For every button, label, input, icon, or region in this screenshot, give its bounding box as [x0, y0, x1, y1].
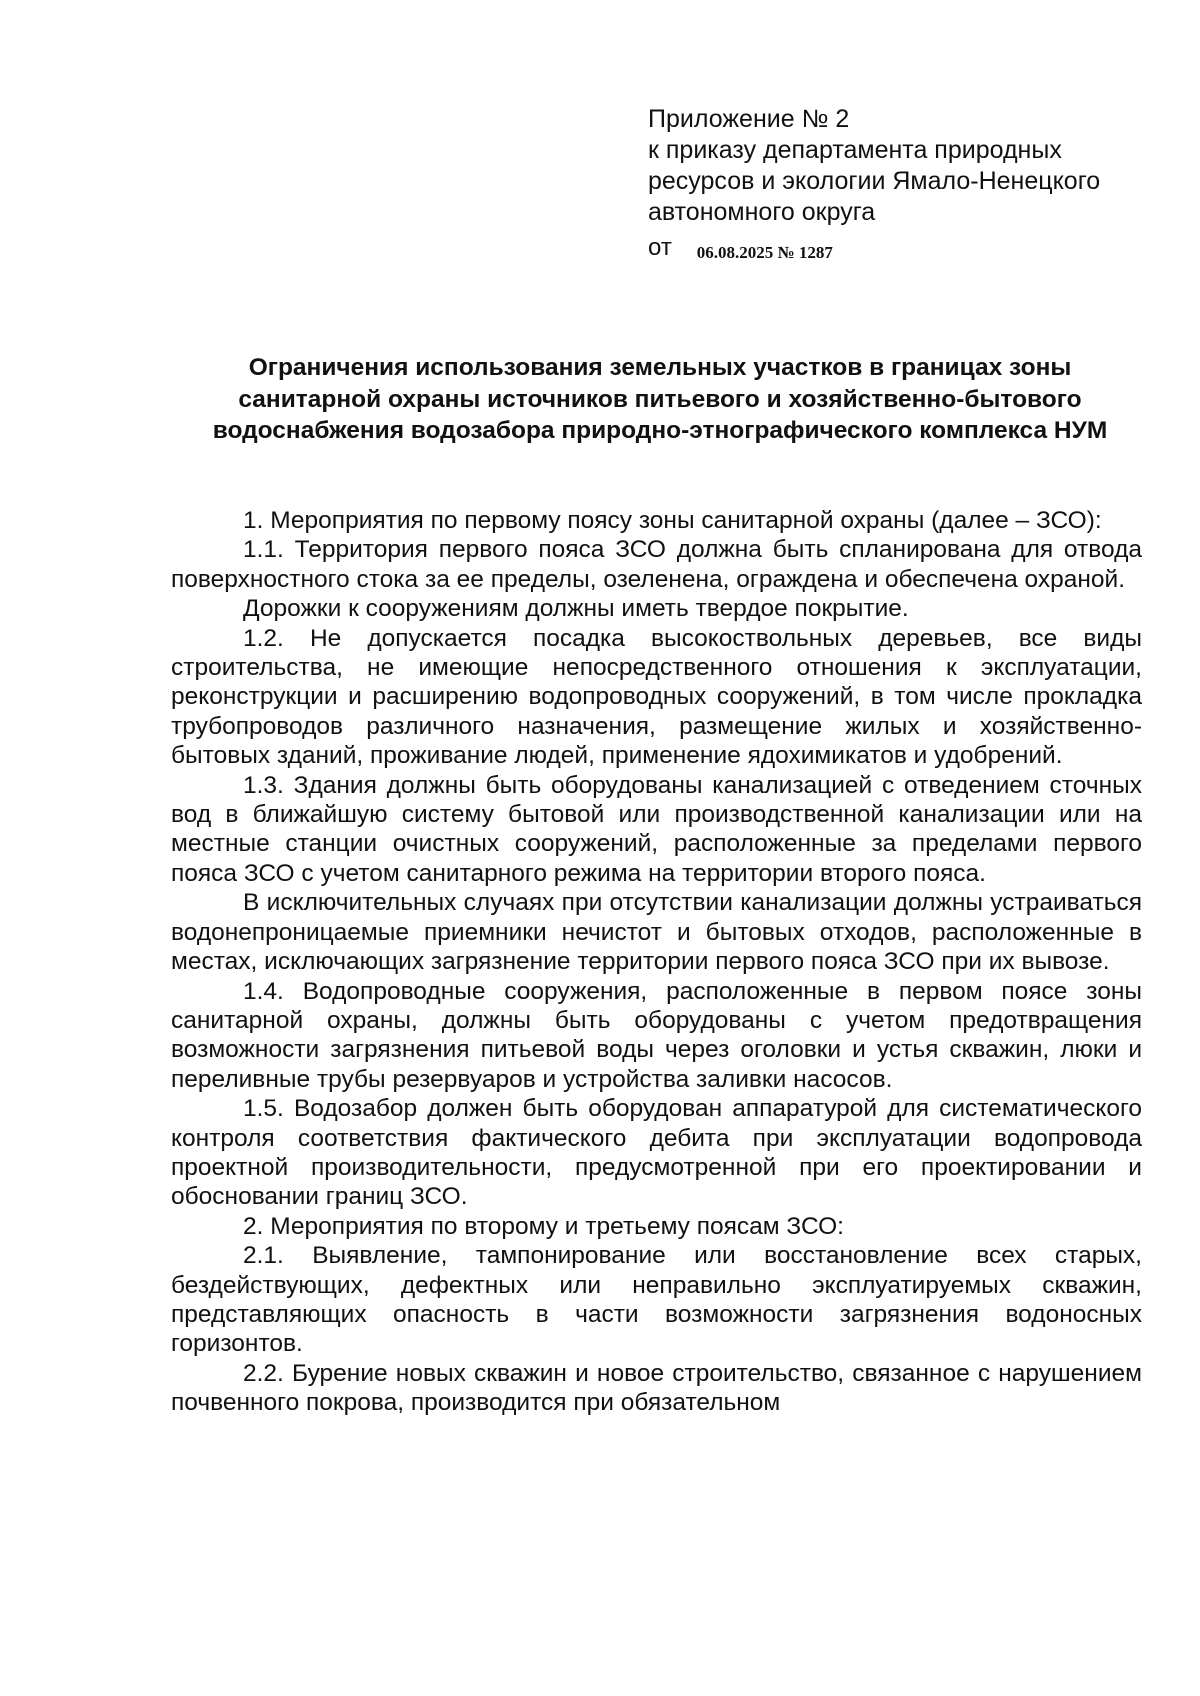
title-line-2: санитарной охраны источников питьевого и хозяйственно-бытового	[238, 385, 1082, 413]
appendix-date-line	[648, 232, 1168, 265]
order-date-number: 06.08.2025 № 1287	[696, 243, 833, 262]
paragraph-2-2: 2.2. Бурение новых скважин и новое строительство, связанное с нарушением почвенного покрова, производится при обязательном	[171, 1359, 1142, 1417]
appendix-block	[648, 104, 1168, 265]
paragraph-2-1: 2.1. Выявление, тампонирование или восстановление всех старых, бездействующих, дефектных или неправильно эксплуатируемых скважин, представляющих опасность в части возможности загрязнения водоносных горизонтов.	[171, 1242, 1142, 1358]
appendix-department-line: ресурсов и экологии Ямало-Ненецкого	[648, 167, 1101, 195]
paragraph-1-1-roads: Дорожки к сооружениям должны иметь твердое покрытие.	[243, 595, 909, 623]
date-prefix: от	[648, 234, 672, 261]
paragraph-1-2: 1.2. Не допускается посадка высокоствольных деревьев, все виды строительства, не имеющие непосредственного отношения к эксплуатации, реконструкции и расширению водопроводных сооружений, в том числе прокладка трубопроводов различного назначения, размещение жилых и хозяйственно-бытовых зданий, проживание людей, применение ядохимикатов и удобрений.	[171, 624, 1142, 770]
paragraph-1: 1. Мероприятия по первому поясу зоны санитарной охраны (далее – ЗСО):	[243, 507, 1102, 534]
document-body	[171, 506, 1142, 1418]
appendix-number: Приложение № 2	[648, 105, 850, 133]
title-line-1: Ограничения использования земельных участков в границах зоны	[248, 354, 1072, 381]
document-title	[170, 352, 1150, 447]
paragraph-1-3-exceptions: В исключительных случаях при отсутствии канализации должны устраиваться водонепроницаемые приемники нечистот и бытовых отходов, расположенные в местах, исключающих загрязнение территории первого пояса ЗСО при их вывозе.	[171, 889, 1142, 976]
appendix-order-line: к приказу департамента природных	[648, 136, 1062, 164]
paragraph-1-5: 1.5. Водозабор должен быть оборудован аппаратурой для систематического контроля соответствия фактического дебита при эксплуатации водопровода проектной производительности, предусмотренной при его проектировании и обосновании границ ЗСО.	[171, 1095, 1142, 1211]
title-line-3: водоснабжения водозабора природно-этнографического комплекса НУМ	[212, 417, 1108, 444]
appendix-region-line: автономного округа	[648, 198, 876, 226]
paragraph-1-1: 1.1. Территория первого пояса ЗСО должна быть спланирована для отвода поверхностного стока за ее пределы, озеленена, ограждена и обеспечена охраной.	[171, 536, 1142, 593]
paragraph-1-3: 1.3. Здания должны быть оборудованы канализацией с отведением сточных вод в ближайшую систему бытовой или производственной канализации или на местные станции очистных сооружений, расположенные за пределами первого пояса ЗСО с учетом санитарного режима на территории второго пояса.	[171, 771, 1142, 887]
paragraph-2: 2. Мероприятия по второму и третьему поясам ЗСО:	[243, 1212, 844, 1240]
paragraph-1-4: 1.4. Водопроводные сооружения, расположенные в первом поясе зоны санитарной охраны, должны быть оборудованы с учетом предотвращения возможности загрязнения питьевой воды через оголовки и устья скважин, люки и переливные трубы резервуаров и устройства заливки насосов.	[171, 977, 1142, 1093]
